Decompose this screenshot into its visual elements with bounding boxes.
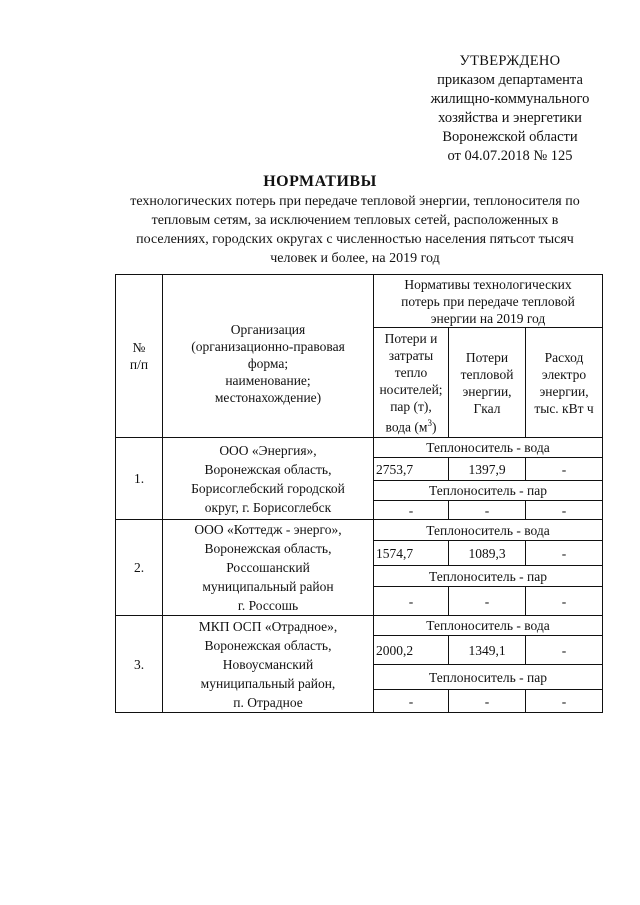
approval-block	[410, 52, 610, 166]
row-number: 3.	[116, 616, 163, 713]
header-col-losses: Потери и затраты тепло носителей; пар (т), вода $(м^3)$	[374, 328, 449, 438]
value-heat-loss: -	[449, 587, 526, 616]
value-losses: -	[374, 587, 449, 616]
subtitle-line: технологических потерь при передаче тепловой энергии, теплоносителя по	[130, 194, 580, 209]
carrier-water-label: Теплоноситель - вода	[374, 616, 603, 636]
carrier-steam-label: Теплоноситель - пар	[374, 565, 603, 586]
approval-line: Воронежской области	[442, 129, 578, 145]
subtitle-line: тепловым сетям, за исключением тепловых сетей, расположенных в	[151, 213, 559, 228]
value-losses: -	[374, 501, 449, 520]
table-row	[116, 438, 603, 458]
carrier-water-label: Теплоноситель - вода	[374, 520, 603, 541]
value-power: -	[526, 636, 603, 665]
norms-table	[115, 274, 603, 713]
value-heat-loss: -	[449, 690, 526, 713]
approval-line: приказом департамента	[437, 72, 583, 88]
value-losses: -	[374, 690, 449, 713]
header-col-heat-loss: Потери тепловой энергии, Гкал	[449, 328, 526, 438]
table-row	[116, 616, 603, 636]
header-norms-group: Нормативы технологических потерь при передаче тепловой энергии на 2019 год	[374, 275, 603, 328]
row-number: 1.	[116, 438, 163, 520]
value-power: -	[526, 458, 603, 481]
table-row	[116, 520, 603, 541]
value-heat-loss: 1349,1	[449, 636, 526, 665]
row-number: 2.	[116, 520, 163, 616]
value-heat-loss: 1089,3	[449, 541, 526, 566]
approval-line: жилищно-коммунального	[430, 91, 590, 107]
value-losses: 2753,7	[374, 458, 449, 481]
document-subtitle	[112, 192, 598, 268]
value-power: -	[526, 501, 603, 520]
value-losses: 1574,7	[374, 541, 449, 566]
approval-heading: УТВЕРЖДЕНО	[459, 53, 561, 69]
value-losses: 2000,2	[374, 636, 449, 665]
table-header-row	[116, 275, 603, 328]
document-title: НОРМАТИВЫ	[263, 173, 377, 190]
value-heat-loss: 1397,9	[449, 458, 526, 481]
organization-cell: МКП ОСП «Отрадное», Воронежская область, Новоусманский муниципальный район, п. Отрадное	[163, 616, 374, 713]
carrier-water-label: Теплоноситель - вода	[374, 438, 603, 458]
subtitle-line: поселениях, городских округах с численностью населения пятьсот тысяч	[136, 232, 574, 247]
header-organization: Организация (организационно-правовая форма; наименование; местонахождение)	[163, 275, 374, 438]
value-power: -	[526, 587, 603, 616]
approval-line: хозяйства и энергетики	[438, 110, 582, 126]
organization-cell: ООО «Коттедж - энерго», Воронежская область, Россошанский муниципальный район г. Россошь	[163, 520, 374, 616]
value-power: -	[526, 541, 603, 566]
subtitle-line: человек и более, на 2019 год	[270, 251, 440, 266]
header-num: № п/п	[116, 275, 163, 438]
carrier-steam-label: Теплоноситель - пар	[374, 481, 603, 501]
organization-cell: ООО «Энергия», Воронежская область, Борисоглебский городской округ, г. Борисоглебск	[163, 438, 374, 520]
header-col-power: Расход электро энергии, тыс. кВт ч	[526, 328, 603, 438]
value-heat-loss: -	[449, 501, 526, 520]
approval-order-line: от 04.07.2018 № 125	[447, 148, 573, 164]
carrier-steam-label: Теплоноситель - пар	[374, 665, 603, 690]
value-power: -	[526, 690, 603, 713]
